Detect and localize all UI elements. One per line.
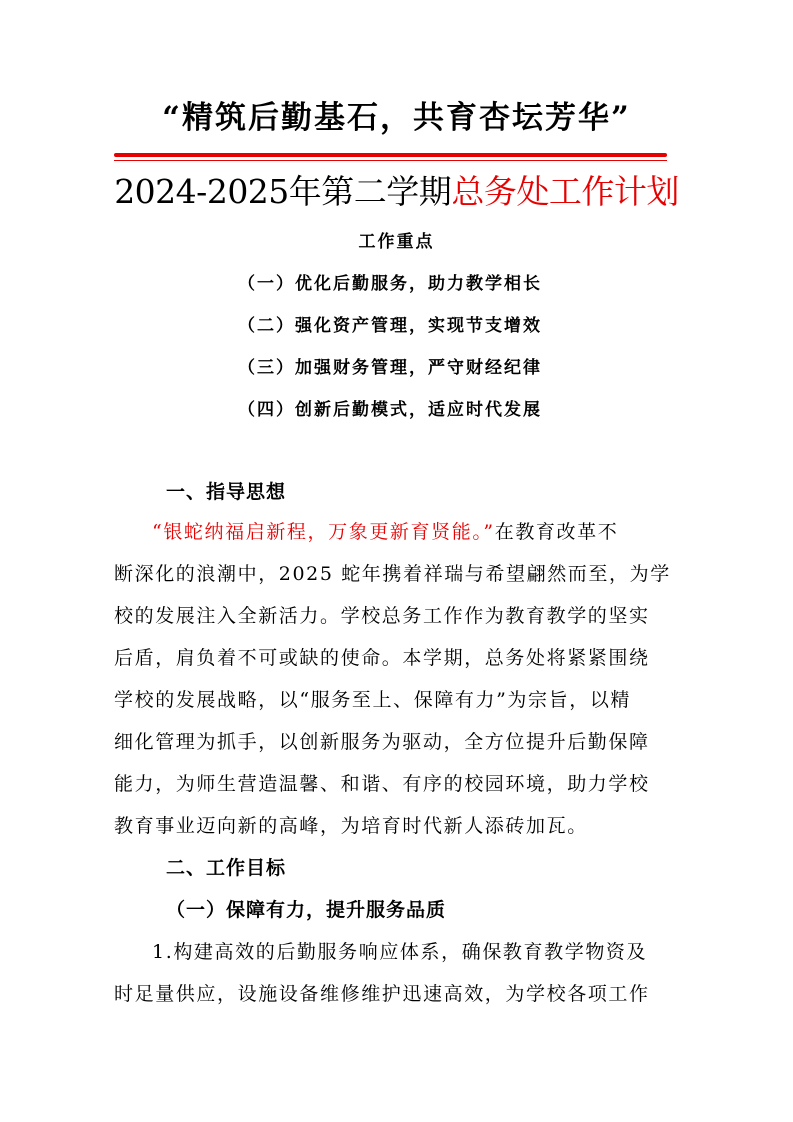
paragraph-line: 时足量供应，设施设备维修维护迅速高效，为学校各项工作 <box>114 983 650 1005</box>
focus-item: （三）加强财务管理，严守财经纪律 <box>238 358 542 378</box>
focus-item: （二）强化资产管理，实现节支增效 <box>238 316 542 336</box>
paragraph-line <box>152 517 674 547</box>
document-subtitle <box>0 170 793 214</box>
paragraph-line: 学校的发展战略，以“服务至上、保障有力”为宗旨，以精 <box>114 689 632 711</box>
sub-heading: （一）保障有力，提升服务品质 <box>166 899 447 921</box>
subtitle-prefix: 2024-2025年第二学期 <box>114 172 452 211</box>
paragraph-line: 后盾，肩负着不可或缺的使命。本学期，总务处将紧紧围绕 <box>114 647 650 669</box>
red-divider-line <box>114 153 667 157</box>
document-title: “精筑后勤基石，共育杏坛芳华” <box>162 100 631 136</box>
section-heading-guiding-ideology: 一、指导思想 <box>166 481 287 503</box>
paragraph-line: 断深化的浪潮中，2025 蛇年携着祥瑞与希望翩然而至，为学 <box>114 563 671 585</box>
paragraph-line: 校的发展注入全新活力。学校总务工作作为教育教学的坚实 <box>114 605 650 627</box>
paragraph-line: 细化管理为抓手，以创新服务为驱动，全方位提升后勤保障 <box>114 731 650 753</box>
red-divider-thin-line <box>114 160 667 161</box>
paragraph-line: 1.构建高效的后勤服务响应体系，确保教育教学物资及 <box>152 941 648 963</box>
first-line-rest: 在教育改革不 <box>494 521 619 543</box>
focus-heading: 工作重点 <box>358 232 435 252</box>
red-quote: “银蛇纳福启新程，万象更新育贤能。” <box>152 521 495 543</box>
paragraph-line: 能力，为师生营造温馨、和谐、有序的校园环境，助力学校 <box>114 773 650 795</box>
focus-item: （四）创新后勤模式，适应时代发展 <box>238 400 542 420</box>
subtitle-red-text: 总务处工作计划 <box>451 172 679 211</box>
focus-item: （一）优化后勤服务，助力教学相长 <box>238 274 542 294</box>
section-heading-work-goals: 二、工作目标 <box>166 857 287 879</box>
paragraph-line: 教育事业迈向新的高峰，为培育时代新人添砖加瓦。 <box>114 815 588 837</box>
